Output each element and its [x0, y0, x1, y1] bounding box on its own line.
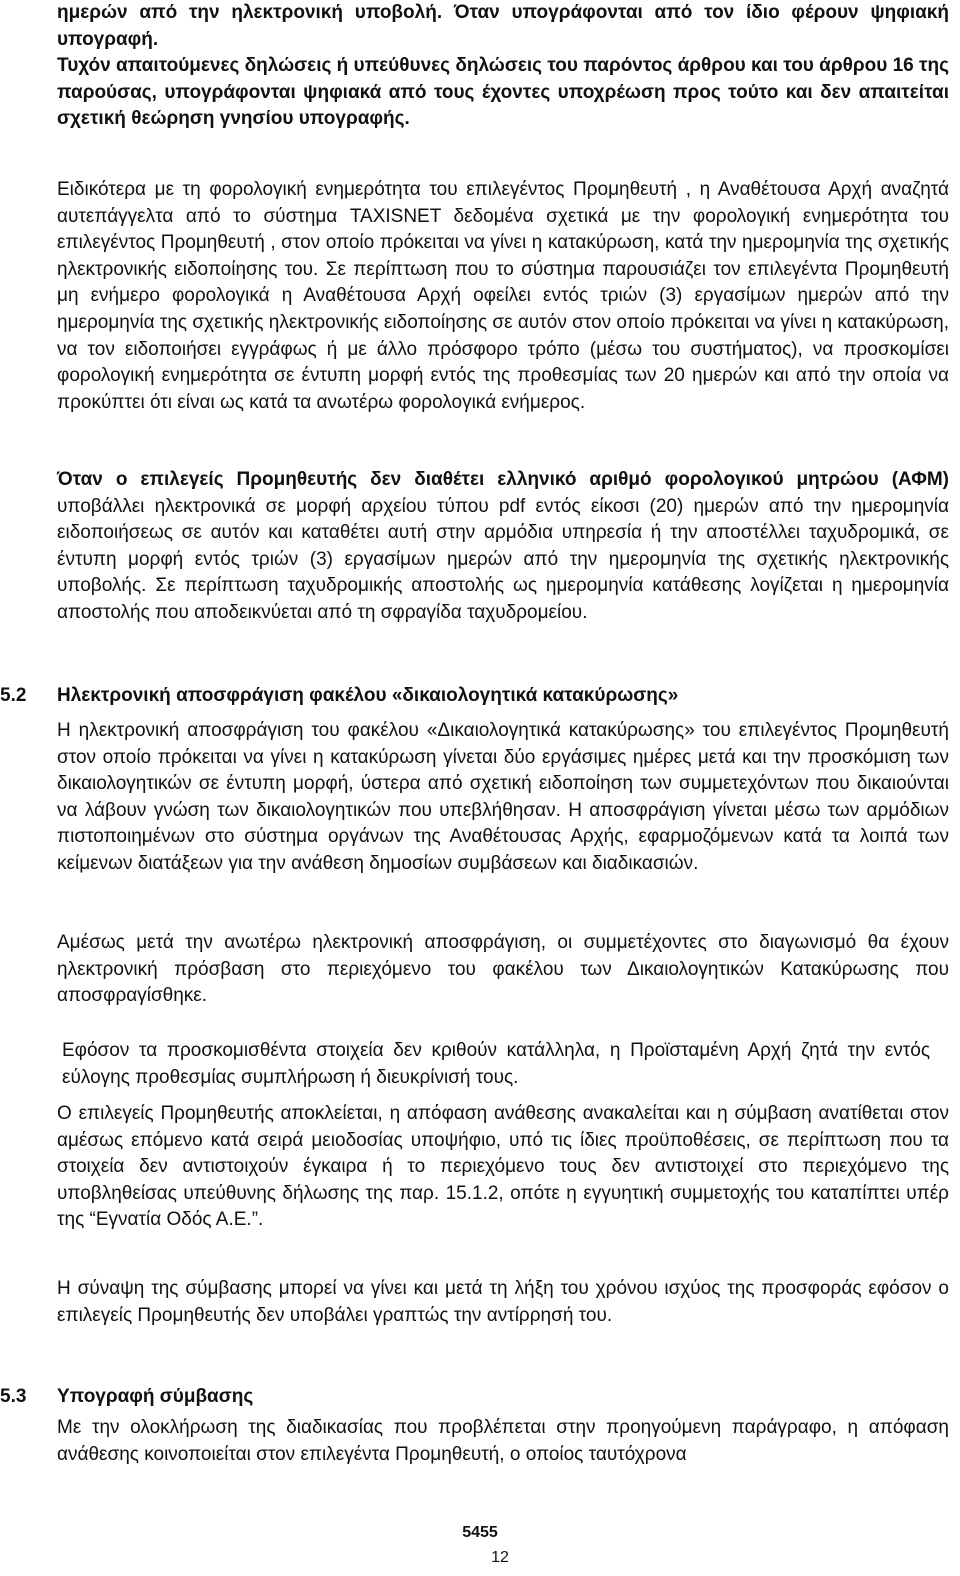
footer-code: 5455: [462, 1524, 498, 1541]
section-heading-5-3: [0, 1384, 950, 1410]
paragraph-no-afm-bold: Όταν ο επιλεγείς Προμηθευτής δεν διαθέτει ελληνικό αριθμό φορολογικού μητρώου (ΑΦΜ): [57, 469, 949, 490]
section-heading-5-2: [0, 683, 950, 709]
paragraph-contract-conclusion: [57, 1276, 949, 1329]
section-number-5-2: 5.2: [0, 685, 27, 706]
paragraph-exclusion: [57, 1101, 949, 1234]
paragraph-contract-conclusion-text: Η σύναψη της σύμβασης μπορεί να γίνει και μετά τη λήξη του χρόνου ισχύος της προσφοράς εφόσον ο επιλεγείς Προμηθευτής δεν υποβάλει γραπτώς την αντίρρησή του.: [57, 1278, 949, 1326]
paragraph-no-afm-rest: υποβάλλει ηλεκτρονικά σε μορφή αρχείου τύπου pdf εντός είκοσι (20) ημερών από την ημερομηνία ειδοποιήσεως σε αυτόν και καταθέτει αυτή στην αρμόδια υπηρεσία ή την αποστέλλει ταχυδρομικά, σε έντυπη μορφή εντός τριών (3) εργασίμων ημερών από την ημερομηνία της σχετικής ηλεκτρονικής υποβολής. Σε περίπτωση ταχυδρομικής αποστολής ως ημερομηνία κατάθεσης λογίζεται η ημερομηνία αποστολής που αποδεικνύεται από τη σφραγίδα ταχυδρομείου.: [57, 495, 949, 623]
paragraph-declarations: [57, 53, 949, 133]
section-title-5-2: Ηλεκτρονική αποσφράγιση φακέλου «δικαιολογητικά κατακύρωσης»: [57, 685, 679, 706]
section-title-5-3: Υπογραφή σύμβασης: [57, 1386, 254, 1407]
paragraph-taxisnet-text: Ειδικότερα με τη φορολογική ενημερότητα του επιλεγέντος Προμηθευτή , η Αναθέτουσα Αρχή αναζητά αυτεπάγγελτα από το σύστημα TAXISNET δεδομένα σχετικά με την φορολογική ενημερότητα του επιλεγέντος Προμηθευτή , στον οποίο πρόκειται να γίνει η κατακύρωση, κατά την ημερομηνία της σχετικής ηλεκτρονικής ειδοποίησης του. Σε περίπτωση που το σύστημα παρουσιάζει τον επιλεγέντα Προμηθευτή μη ενήμερο φορολογικά η Αναθέτουσα Αρχή οφείλει εντός τριών (3) εργασίμων ημερών από την ημερομηνία της σχετικής ηλεκτρονικής ειδοποίησης σε αυτόν στον οποίο πρόκειται να γίνει η κατακύρωση, να τον ειδοποιήσει εγγράφως ή με άλλο πρόσφορο τρόπο (μέσω του συστήματος), να προσκομίσει φορολογική ενημερότητα σε έντυπη μορφή εντός της προθεσμίας των 20 ημερών και από την οποία να προκύπτει ότι είναι ως κατά τα ανωτέρω φορολογικά ενήμερος.: [57, 179, 949, 413]
paragraph-exclusion-text: Ο επιλεγείς Προμηθευτής αποκλείεται, η απόφαση ανάθεσης ανακαλείται και η σύμβαση ανατίθεται στον αμέσως επόμενο κατά σειρά μειοδοσίας υποψήφιο, υπό τις ίδιες προϋποθέσεις, σε περίπτωση που τα στοιχεία δεν αντιστοιχούν έγκαιρα ή το περιεχόμενο τους δεν αντιστοιχεί στο περιεχόμενο της υποβληθείσας υπεύθυνης δήλωσης της παρ. 15.1.2, οπότε η εγγυητική συμμετοχής του καταπίπτει υπέρ της “Εγνατία Οδός Α.Ε.”.: [57, 1103, 949, 1231]
paragraph-clarification-text: Εφόσον τα προσκομισθέντα στοιχεία δεν κριθούν κατάλληλα, η Προϊσταμένη Αρχή ζητά την εντός εύλογης προθεσμίας συμπλήρωση ή διευκρίνισή τους.: [62, 1040, 930, 1088]
paragraph-digital-signature: [57, 0, 949, 53]
paragraph-digital-signature-text: ημερών από την ηλεκτρονική υποβολή. Όταν υπογράφονται από τον ίδιο φέρουν ψηφιακή υπογραφή.: [57, 2, 949, 50]
paragraph-access: [57, 930, 949, 1010]
page-number: 12: [491, 1549, 509, 1566]
paragraph-contract-signature: [57, 1415, 949, 1468]
section-number-5-3: 5.3: [0, 1386, 27, 1407]
paragraph-access-text: Αμέσως μετά την ανωτέρω ηλεκτρονική αποσφράγιση, οι συμμετέχοντες στο διαγωνισμό θα έχουν ηλεκτρονική πρόσβαση στο περιεχόμενο του φακέλου των Δικαιολογητικών Κατακύρωσης που αποσφραγίσθηκε.: [57, 932, 949, 1007]
paragraph-contract-signature-text: Με την ολοκλήρωση της διαδικασίας που προβλέπεται στην προηγούμενη παράγραφο, η απόφαση ανάθεσης κοινοποιείται στον επιλεγέντα Προμηθευτή, ο οποίος ταυτόχρονα: [57, 1417, 949, 1465]
paragraph-unsealing-text: Η ηλεκτρονική αποσφράγιση του φακέλου «Δικαιολογητικά κατακύρωσης» του επιλεγέντος Προμηθευτή στον οποίο πρόκειται να γίνει η κατακύρωση γίνεται δύο εργάσιμες ημέρες μετά και την προσκόμιση των δικαιολογητικών σε έντυπη μορφή, ύστερα από σχετική ειδοποίηση των συμμετεχόντων που δικαιούνται να λάβουν γνώση των δικαιολογητικών που υπεβλήθησαν. Η αποσφράγιση γίνεται μέσω των αρμόδιων πιστοποιημένων στο σύστημα οργάνων της Αναθέτουσας Αρχής, εφαρμοζόμενων κατά τα λοιπά των κείμενων διατάξεων για την ανάθεση δημοσίων συμβάσεων και διαδικασιών.: [57, 720, 949, 874]
paragraph-clarification: [62, 1038, 930, 1091]
paragraph-unsealing: [57, 718, 949, 878]
paragraph-declarations-text: Τυχόν απαιτούμενες δηλώσεις ή υπεύθυνες δηλώσεις του παρόντος άρθρου και του άρθρου 16 της παρούσας, υπογράφονται ψηφιακά από τους έχοντες υποχρέωση προς τούτο και δεν απαιτείται σχετική θεώρηση γνησίου υπογραφής.: [57, 55, 949, 130]
paragraph-no-afm: [57, 467, 949, 627]
paragraph-taxisnet: [57, 177, 949, 416]
